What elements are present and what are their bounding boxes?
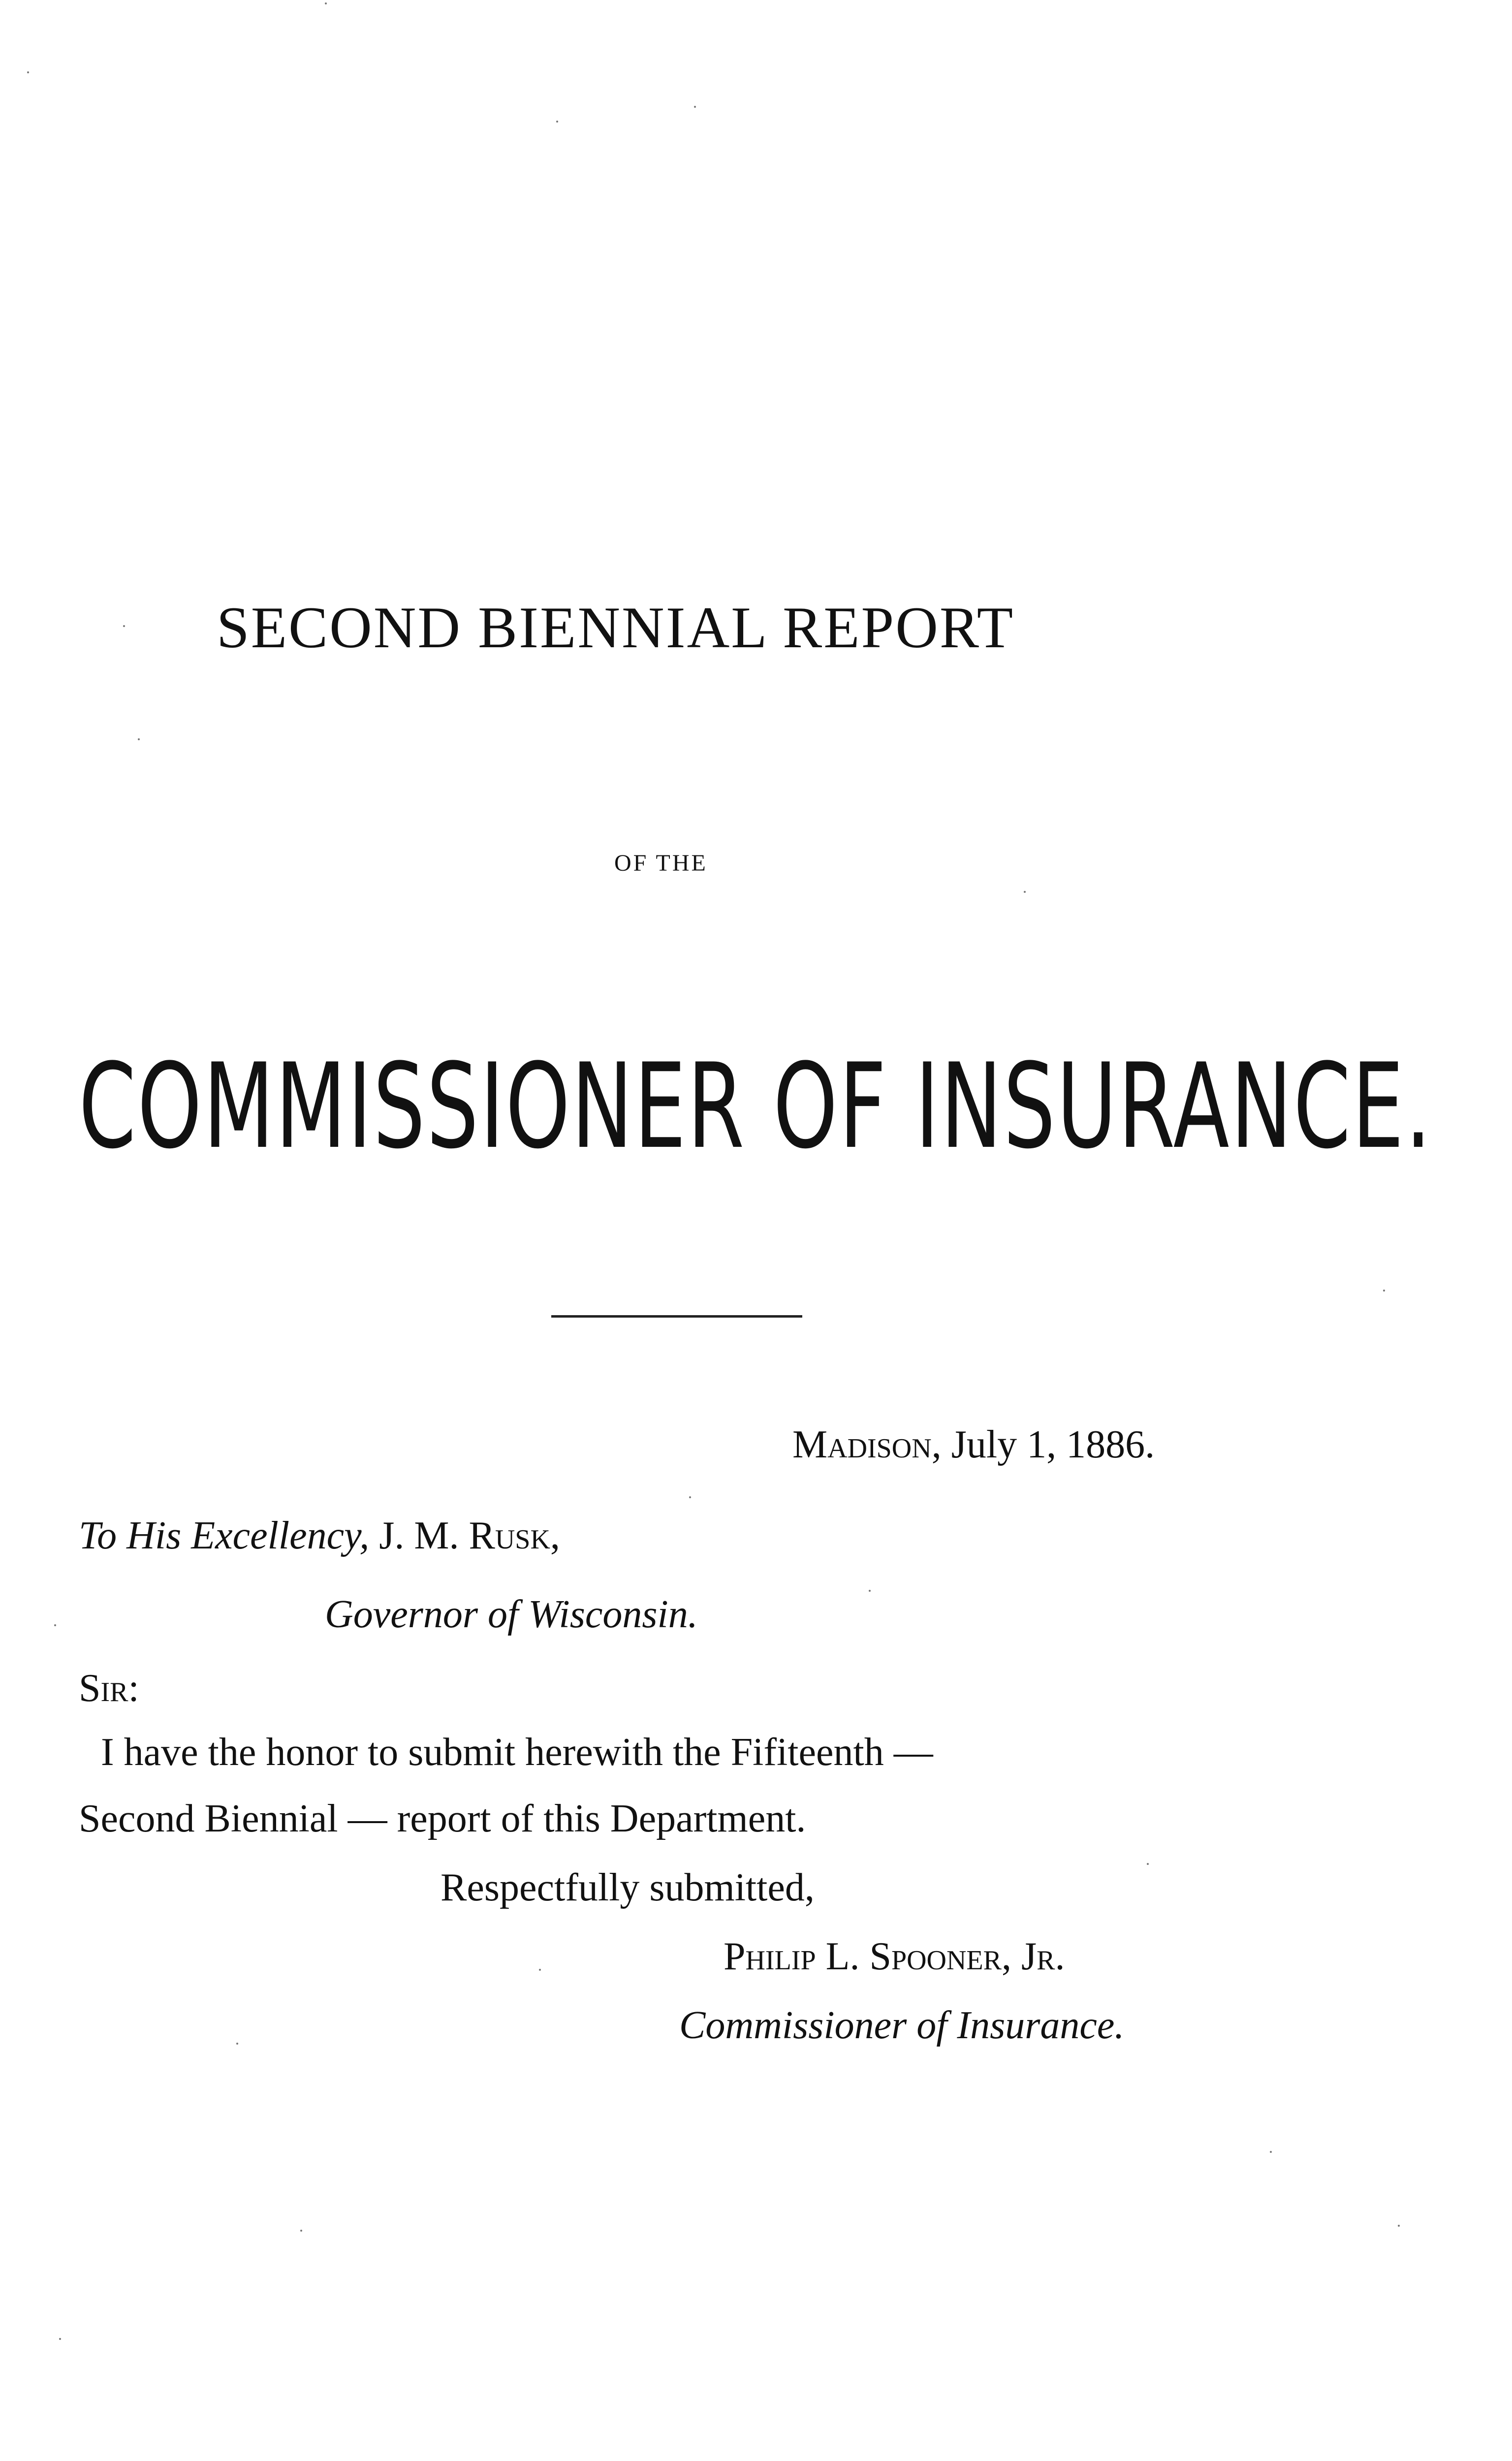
addressee-prefix: To His Excellency, [79, 1514, 370, 1557]
addressee-line [79, 1516, 560, 1555]
paper-speck [689, 1496, 691, 1498]
closing: Respectfully submitted, [441, 1866, 815, 1909]
paper-speck [869, 1590, 871, 1592]
paper-speck [694, 106, 696, 108]
paper-speck [556, 121, 558, 123]
title-divider [551, 1315, 802, 1318]
paper-speck [27, 71, 29, 73]
paper-speck [1383, 1290, 1385, 1292]
paper-speck [539, 1969, 541, 1971]
salutation: Sir: [79, 1667, 139, 1710]
addressee-title: Governor of Wisconsin. [325, 1593, 698, 1636]
date-line [792, 1425, 1155, 1464]
paragraph-line-1: I have the honor to submit herewith the Fifiteenth — [101, 1731, 933, 1774]
paper-speck [300, 2230, 302, 2232]
paper-speck [54, 1624, 56, 1626]
signer-name: Philip L. Spooner, Jr. [724, 1935, 1065, 1978]
report-title-line-3: COMMISSIONER OF INSURANCE. [79, 1039, 1433, 1175]
paper-speck [1147, 1863, 1149, 1865]
paper-speck [1024, 891, 1026, 893]
paper-speck [325, 2, 327, 4]
date: July 1, 1886. [951, 1423, 1155, 1466]
paper-speck [1398, 2225, 1400, 2227]
paper-speck [138, 738, 140, 740]
paper-speck [123, 625, 125, 627]
signer-title: Commissioner of Insurance. [679, 2004, 1125, 2047]
paper-speck [59, 2338, 61, 2340]
report-title-line-1: SECOND BIENNIAL REPORT [217, 595, 1015, 660]
date-place: Madison, [792, 1423, 942, 1466]
paragraph-line-2: Second Biennial — report of this Department. [79, 1797, 806, 1840]
report-title-line-2: OF THE [614, 850, 708, 876]
paper-speck [236, 2043, 238, 2045]
paper-speck [1270, 2151, 1272, 2153]
addressee-name: J. M. Rusk, [379, 1514, 560, 1557]
